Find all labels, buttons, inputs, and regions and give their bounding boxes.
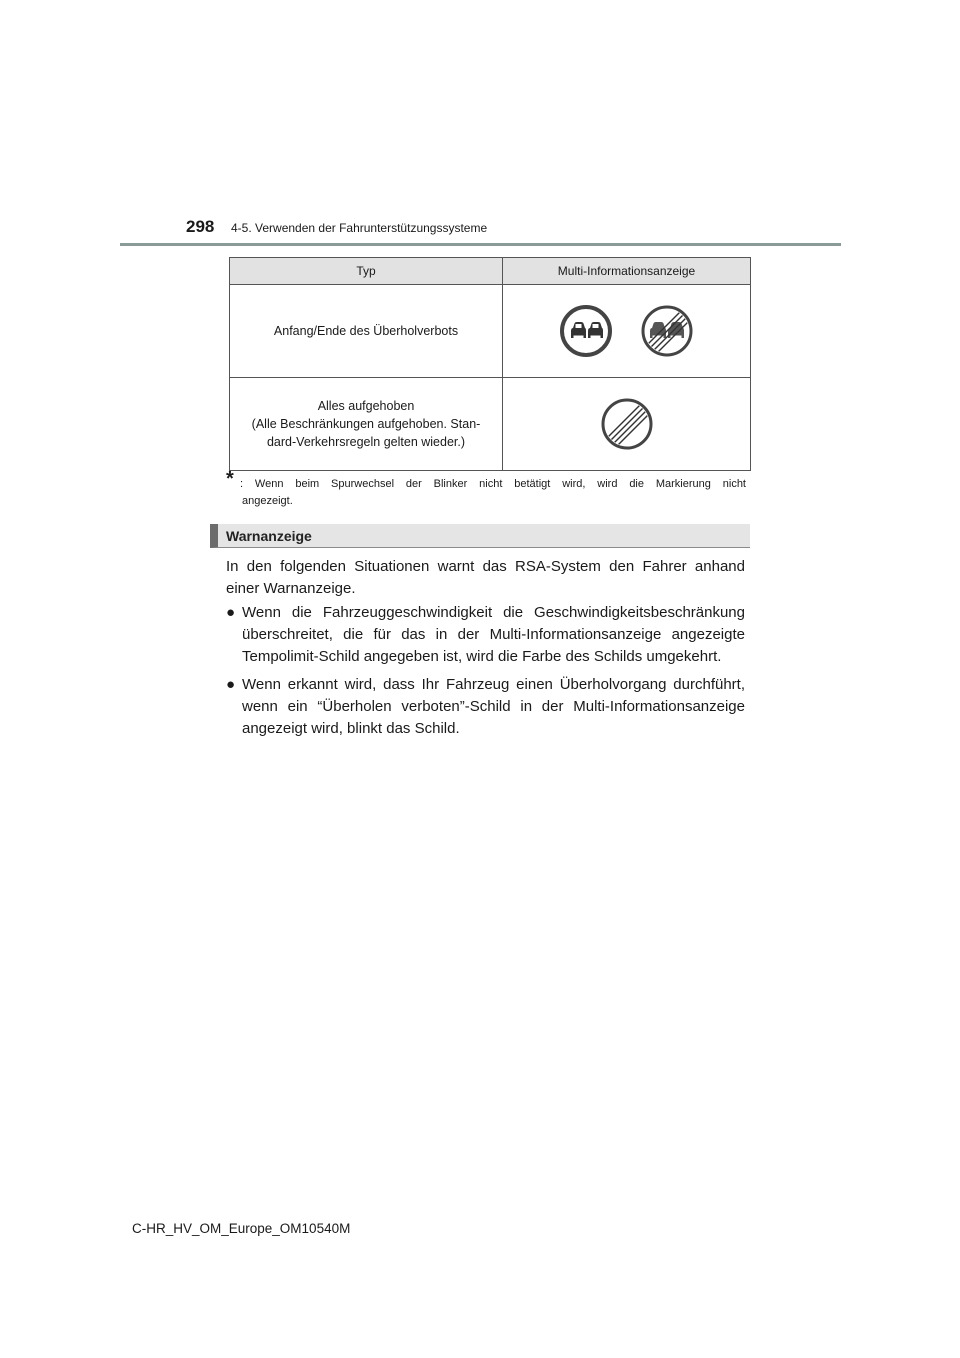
column-header-display: Multi-Informationsanzeige — [503, 258, 751, 285]
list-item-line: Tempolimit-Schild angegeben ist, wird die Farbe des Schilds umgekehrt. — [242, 648, 722, 665]
type-label: Alles aufgehoben — [317, 399, 415, 413]
type-description: dard-Verkehrsregeln gelten wieder.) — [266, 435, 466, 449]
type-description: (Alle Beschränkungen aufgehoben. Stan- — [251, 417, 481, 431]
list-item-line: überschreitet, die für das in der Multi-Informationsanzeige angezeigte — [242, 626, 745, 643]
header-rule — [120, 243, 841, 246]
sign-cell — [503, 285, 751, 378]
footnote-marker: * — [226, 468, 234, 490]
footnote — [226, 468, 746, 510]
footnote-text: : Wenn beim Spurwechsel der Blinker nicht betätigt wird, wird die Markierung nicht — [240, 478, 746, 490]
section-heading — [210, 524, 750, 548]
intro-line: In den folgenden Situationen warnt das RSA-System den Fahrer anhand — [226, 558, 745, 575]
list-item-line: Wenn die Fahrzeuggeschwindigkeit die Geschwindigkeitsbeschränkung — [242, 604, 745, 621]
table-row — [230, 378, 751, 471]
table-header-row — [230, 258, 751, 285]
intro-paragraph — [226, 556, 745, 600]
document-id: C-HR_HV_OM_Europe_OM10540M — [132, 1221, 351, 1236]
page-number: 298 — [186, 217, 215, 236]
bullet-icon: ● — [226, 676, 236, 693]
list-item — [226, 602, 745, 668]
bullet-list — [226, 602, 745, 746]
footnote-text: angezeigt. — [242, 495, 293, 507]
no-overtaking-sign-icon — [559, 304, 613, 358]
section-title: 4-5. Verwenden der Fahrunterstützungssysteme — [231, 221, 488, 235]
type-label: Anfang/Ende des Überholverbots — [273, 324, 459, 338]
type-cell — [230, 378, 503, 471]
section-heading-label: Warnanzeige — [226, 528, 312, 544]
bullet-icon: ● — [226, 604, 236, 621]
type-cell — [230, 285, 503, 378]
end-all-restrictions-sign-icon — [600, 397, 654, 451]
list-item — [226, 674, 745, 740]
sign-table — [229, 257, 751, 471]
table-row — [230, 285, 751, 378]
list-item-line: Wenn erkannt wird, dass Ihr Fahrzeug einen Überholvorgang durchführt, — [242, 676, 745, 693]
intro-line: einer Warnanzeige. — [226, 580, 356, 597]
sign-cell — [503, 378, 751, 471]
list-item-line: angezeigt wird, blinkt das Schild. — [242, 720, 460, 737]
list-item-line: wenn ein “Überholen verboten”-Schild in der Multi-Informationsanzeige — [242, 698, 745, 715]
column-header-type: Typ — [230, 258, 503, 285]
end-no-overtaking-sign-icon — [640, 304, 694, 358]
